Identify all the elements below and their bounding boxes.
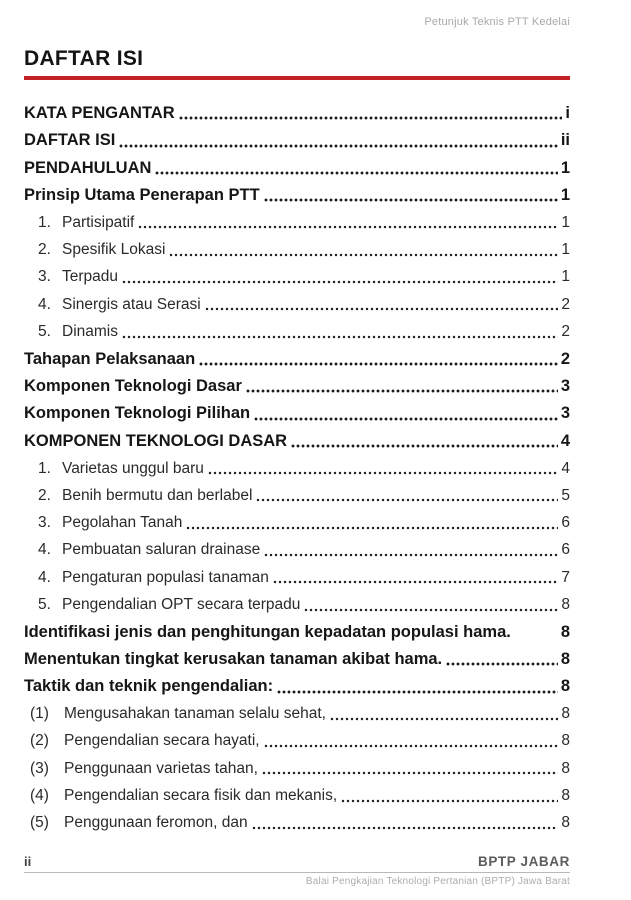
toc-leader-dots [446,662,558,666]
toc-entry [24,810,570,837]
toc-entry-page: i [565,104,570,123]
toc-entry [24,373,570,400]
toc-entry-number: 4. [38,541,51,559]
toc-leader-dots [205,307,559,311]
toc-entry [24,728,570,755]
toc-entry [24,537,570,564]
toc-leader-dots [291,444,558,448]
toc-entry-label: Spesifik Lokasi [62,241,166,259]
toc-leader-dots [246,389,558,393]
toc-entry-label: Pembuatan saluran drainase [62,541,261,559]
toc-entry-page: 1 [561,213,570,231]
toc-entry-label: Identifikasi jenis dan penghitungan kepadatan populasi hama. [24,622,511,641]
toc-entry-label: Prinsip Utama Penerapan PTT [24,186,260,205]
toc-entry-label: KATA PENGANTAR [24,104,175,123]
toc-entry-number: (2) [30,732,49,750]
toc-entry-label: DAFTAR ISI [24,131,116,150]
toc-entry-number: 4. [38,568,51,586]
toc-entry-page: 8 [560,622,570,641]
toc-entry [24,455,570,482]
running-header: Petunjuk Teknis PTT Kedelai [424,16,570,28]
toc-leader-dots [122,335,558,339]
toc-entry-page: 2 [560,349,570,368]
toc-entry-label: Sinergis atau Serasi [62,295,201,313]
toc-entry-label: Penggunaan feromon, dan [64,814,248,832]
toc-entry-page: 1 [560,158,570,177]
toc-leader-dots [256,498,558,502]
toc-entry-label: Mengusahakan tanaman selalu sehat, [64,705,326,723]
toc-entry-page: ii [560,131,570,150]
toc-entry [24,701,570,728]
toc-entry [24,428,570,455]
toc-entry-page: 4 [561,459,570,477]
toc-entry-label: Komponen Teknologi Dasar [24,377,242,396]
toc-entry [24,236,570,263]
toc-entry-number: 3. [38,268,51,286]
page-footer [24,854,570,887]
toc-leader-dots [264,198,558,202]
toc-entry-page: 8 [560,677,570,696]
toc-entry-page: 8 [560,650,570,669]
footer-top-row [24,854,570,869]
toc-leader-dots [341,799,558,803]
toc-entry [24,346,570,373]
toc-leader-dots [264,553,558,557]
toc-leader-dots [208,471,558,475]
toc-leader-dots [199,362,558,366]
toc-entry-label: Pengendalian secara hayati, [64,732,260,750]
toc-entry-label: Pengendalian secara fisik dan mekanis, [64,787,338,805]
toc-entry [24,291,570,318]
toc-entry-label: Tahapan Pelaksanaan [24,349,196,368]
toc-leader-dots [304,608,558,612]
toc-entry-page: 6 [561,514,570,532]
toc-entry-page: 5 [561,486,570,504]
toc-entry-label: Pegolahan Tanah [62,514,183,532]
toc-leader-dots [252,826,559,830]
toc-entry [24,482,570,509]
toc-entry-page: 1 [561,241,570,259]
toc-leader-dots [515,635,558,639]
toc-entry [24,400,570,427]
toc-leader-dots [262,771,558,775]
toc-entry-label: Terpadu [62,268,119,286]
toc-entry [24,509,570,536]
toc-entry-label: Pengendalian OPT secara terpadu [62,595,301,613]
toc-entry [24,182,570,209]
toc-entry-number: 5. [38,323,51,341]
toc-entry-label: Benih bermutu dan berlabel [62,486,253,504]
toc-leader-dots [330,717,558,721]
footer-divider [24,872,570,873]
toc-entry-page: 7 [561,568,570,586]
toc-entry-label: PENDAHULUAN [24,158,152,177]
toc-leader-dots [186,526,558,530]
toc-entry-page: 8 [561,732,570,750]
toc-entry-label: KOMPONEN TEKNOLOGI DASAR [24,431,288,450]
toc-list [24,100,570,837]
title-block [24,47,570,80]
toc-leader-dots [254,417,558,421]
toc-entry-number: 1. [38,213,51,231]
toc-entry-number: 1. [38,459,51,477]
toc-entry-page: 8 [561,814,570,832]
toc-entry-page: 8 [561,787,570,805]
toc-leader-dots [169,253,558,257]
toc-leader-dots [138,225,558,229]
toc-entry [24,646,570,673]
toc-entry [24,564,570,591]
footer-page-number: ii [24,854,32,869]
toc-entry-page: 8 [561,705,570,723]
toc-entry [24,619,570,646]
toc-entry-page: 4 [560,431,570,450]
toc-entry-page: 1 [561,268,570,286]
toc-entry-page: 2 [561,295,570,313]
toc-entry [24,264,570,291]
toc-leader-dots [122,280,558,284]
footer-org-short: BPTP JABAR [477,854,570,869]
toc-leader-dots [179,116,563,120]
toc-entry [24,673,570,700]
toc-entry-page: 1 [560,186,570,205]
toc-entry-label: Dinamis [62,323,118,341]
toc-entry [24,782,570,809]
toc-entry [24,591,570,618]
toc-entry-page: 3 [560,377,570,396]
toc-entry-number: (1) [30,705,49,723]
toc-entry-number: 2. [38,241,51,259]
toc-leader-dots [277,690,558,694]
toc-entry-page: 6 [561,541,570,559]
toc-entry-page: 8 [561,759,570,777]
toc-entry-number: 4. [38,295,51,313]
toc-entry-number: (3) [30,759,49,777]
toc-entry [24,127,570,154]
toc-entry-label: Taktik dan teknik pengendalian: [24,677,274,696]
toc-entry [24,755,570,782]
toc-entry-number: (5) [30,814,49,832]
toc-leader-dots [119,144,557,148]
footer-org-full: Balai Pengkajian Teknologi Pertanian (BPTP) Jawa Barat [305,876,570,887]
toc-entry-page: 8 [561,595,570,613]
toc-entry-label: Varietas unggul baru [62,459,204,477]
toc-leader-dots [155,171,557,175]
toc-entry-number: 5. [38,595,51,613]
toc-entry [24,318,570,345]
toc-entry [24,100,570,127]
toc-entry-label: Penggunaan varietas tahan, [64,759,258,777]
toc-entry-number: (4) [30,787,49,805]
toc-entry-page: 2 [561,323,570,341]
toc-leader-dots [264,744,559,748]
toc-entry [24,209,570,236]
toc-entry [24,155,570,182]
toc-entry-number: 3. [38,514,51,532]
toc-entry-number: 2. [38,486,51,504]
title-rule [24,76,570,80]
toc-entry-label: Pengaturan populasi tanaman [62,568,269,586]
toc-leader-dots [273,580,559,584]
page-title: DAFTAR ISI [24,47,144,70]
toc-entry-label: Partisipatif [62,213,135,231]
toc-entry-label: Komponen Teknologi Pilihan [24,404,251,423]
toc-entry-page: 3 [560,404,570,423]
document-page [24,0,570,900]
toc-entry-label: Menentukan tingkat kerusakan tanaman akibat hama. [24,650,443,669]
